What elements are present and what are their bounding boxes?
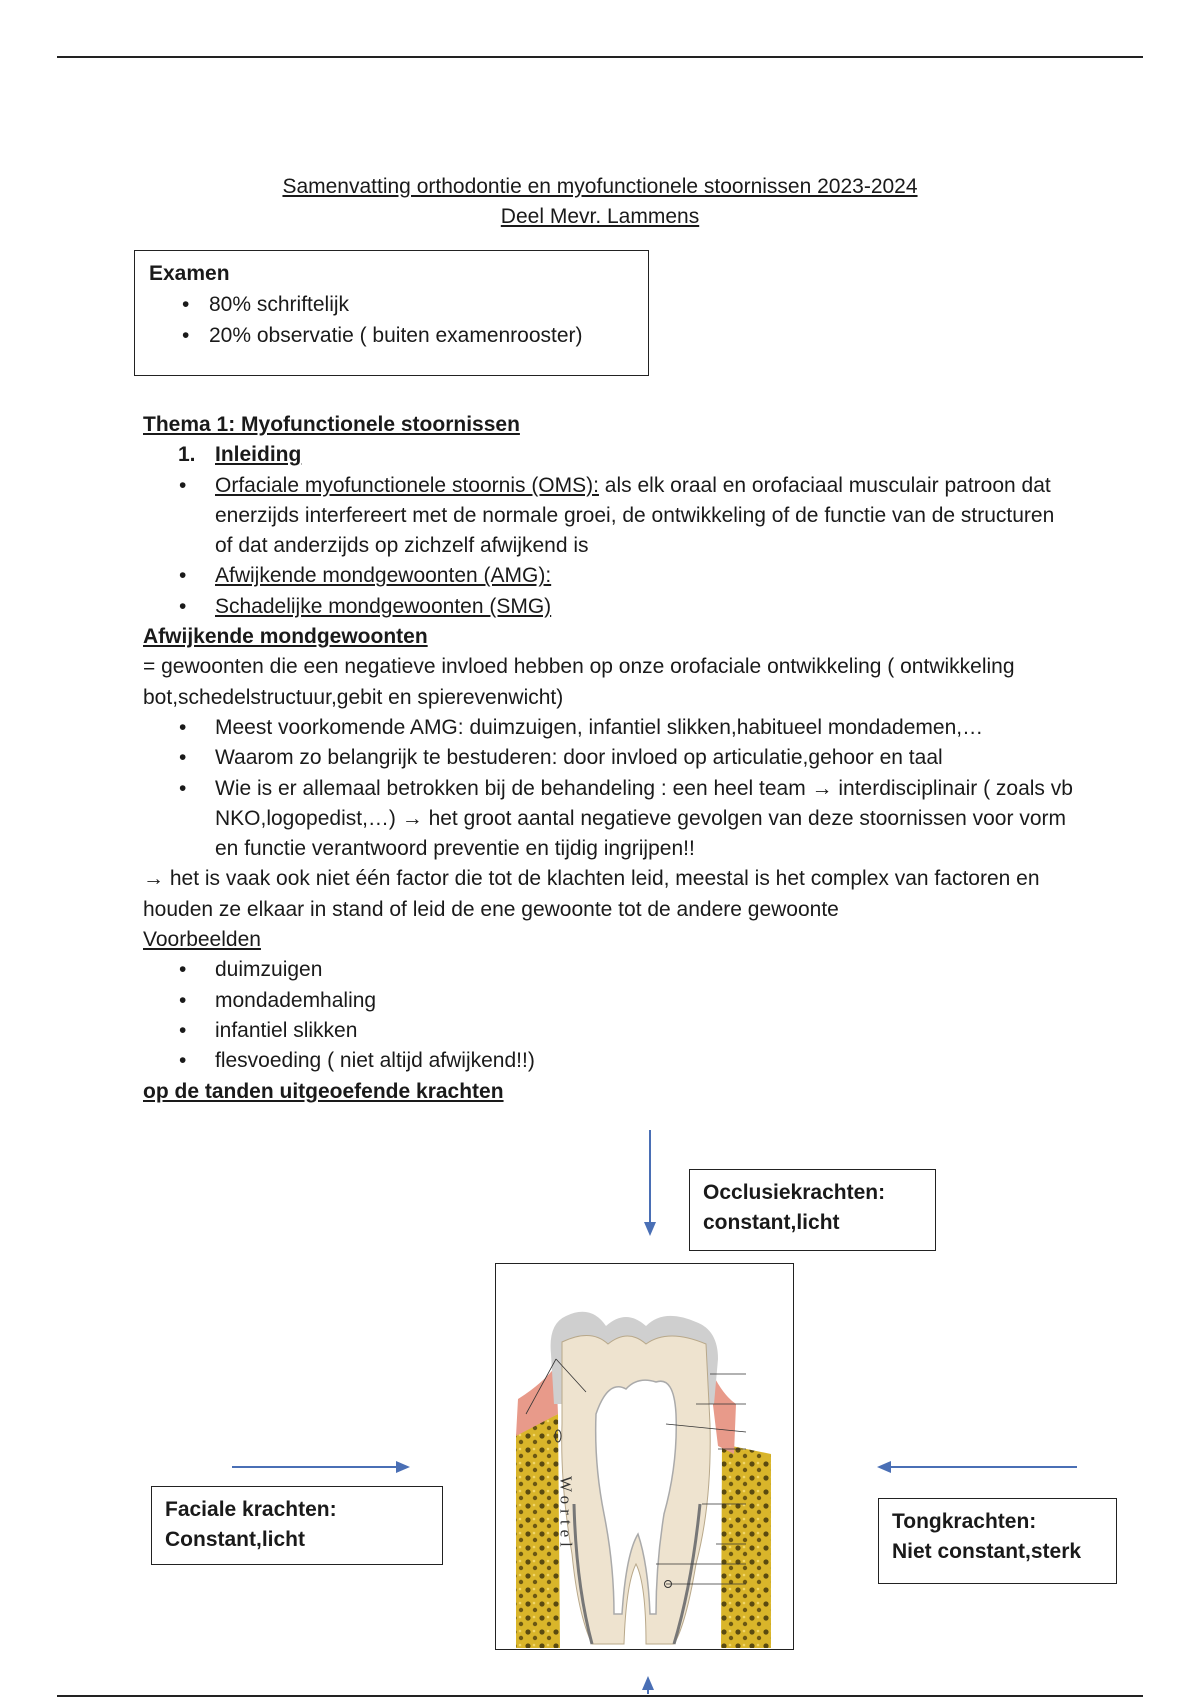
document-title [0, 172, 1200, 232]
section-heading [143, 440, 1073, 470]
arrow-down-top-icon [640, 1130, 660, 1236]
list-item [143, 592, 1073, 622]
thema-heading: Thema 1: Myofunctionele stoornissen [143, 413, 520, 436]
arrow-right-icon [232, 1459, 410, 1475]
faciale-line-2: Constant,licht [165, 1528, 305, 1551]
voorbeelden-heading: Voorbeelden [143, 928, 261, 952]
examen-heading: Examen [149, 262, 230, 285]
examen-box [134, 250, 649, 376]
title-line-2: Deel Mevr. Lammens [500, 205, 700, 228]
root-label: Wortel [556, 1476, 576, 1552]
list-item: • flesvoeding ( niet altijd afwijkend!!) [143, 1046, 1073, 1076]
definitions-list [143, 471, 1073, 622]
oms-text: als elk oraal en orofaciaal musculair patroon dat enerzijds interfereert met de normale groei, de ontwikkeling of de functie van de structuren of dat anderzijds op zichzelf afwijkend is [215, 473, 1055, 558]
examen-list [149, 289, 634, 351]
footer-rule [57, 1695, 1143, 1697]
list-item: • Wie is er allemaal betrokken bij de behandeling : een heel team → interdisciplinair ( zoals vb NKO,logopedist,…) → het groot aantal negatieve gevolgen van deze stoornissen voor vorm en functie verantwoord preventie en tijdig ingrijpen!! [143, 774, 1073, 865]
tooth-illustration [495, 1263, 794, 1650]
occlusie-line-2: constant,licht [703, 1211, 840, 1234]
tong-line-2: Niet constant,sterk [892, 1540, 1082, 1563]
arrow-up-bottom-icon [638, 1676, 658, 1694]
krachten-heading: op de tanden uitgeoefende krachten [143, 1079, 504, 1103]
section-title: Inleiding [215, 443, 302, 467]
title-line-1: Samenvatting orthodontie en myofunctionele stoornissen 2023-2024 [282, 175, 918, 198]
occlusie-box [689, 1169, 936, 1251]
tooth-diagram [496, 1264, 792, 1648]
header-rule [57, 56, 1143, 58]
arrow-left-icon [877, 1459, 1077, 1475]
afwijkend-list [143, 713, 1073, 864]
list-item: • duimzuigen [143, 955, 1073, 985]
smg-term: Schadelijke mondgewoonten (SMG) [215, 594, 552, 618]
afwijkend-heading: Afwijkende mondgewoonten [143, 625, 428, 649]
list-item: • mondademhaling [143, 986, 1073, 1016]
faciale-line-1: Faciale krachten: [165, 1498, 337, 1521]
main-content [143, 410, 1073, 1107]
tong-line-1: Tongkrachten: [892, 1510, 1037, 1533]
tong-box [878, 1498, 1117, 1584]
bone-right [721, 1444, 771, 1648]
bone-left [516, 1414, 560, 1648]
faciale-box [151, 1486, 443, 1565]
list-item: • 20% observatie ( buiten examenrooster) [149, 320, 634, 351]
list-item [143, 561, 1073, 591]
section-number: 1. [178, 443, 196, 467]
amg-term: Afwijkende mondgewoonten (AMG): [215, 564, 552, 588]
afwijkend-note: → het is vaak ook niet één factor die tot de klachten leid, meestal is het complex van factoren en houden ze elkaar in stand of leid de ene gewoonte tot de andere gewoonte [143, 867, 1040, 921]
list-item [143, 471, 1073, 562]
voorbeelden-list [143, 955, 1073, 1076]
occlusie-line-1: Occlusiekrachten: [703, 1181, 886, 1204]
list-item: • Meest voorkomende AMG: duimzuigen, infantiel slikken,habitueel mondademen,… [143, 713, 1073, 743]
list-item: • Waarom zo belangrijk te bestuderen: door invloed op articulatie,gehoor en taal [143, 743, 1073, 773]
list-item: • infantiel slikken [143, 1016, 1073, 1046]
afwijkend-definition: = gewoonten die een negatieve invloed hebben op onze orofaciale ontwikkeling ( ontwikkeling bot,schedelstructuur,gebit en spierevenwicht) [143, 655, 1015, 709]
oms-term: Orfaciale myofunctionele stoornis (OMS): [215, 473, 599, 497]
list-item: • 80% schriftelijk [149, 289, 634, 320]
